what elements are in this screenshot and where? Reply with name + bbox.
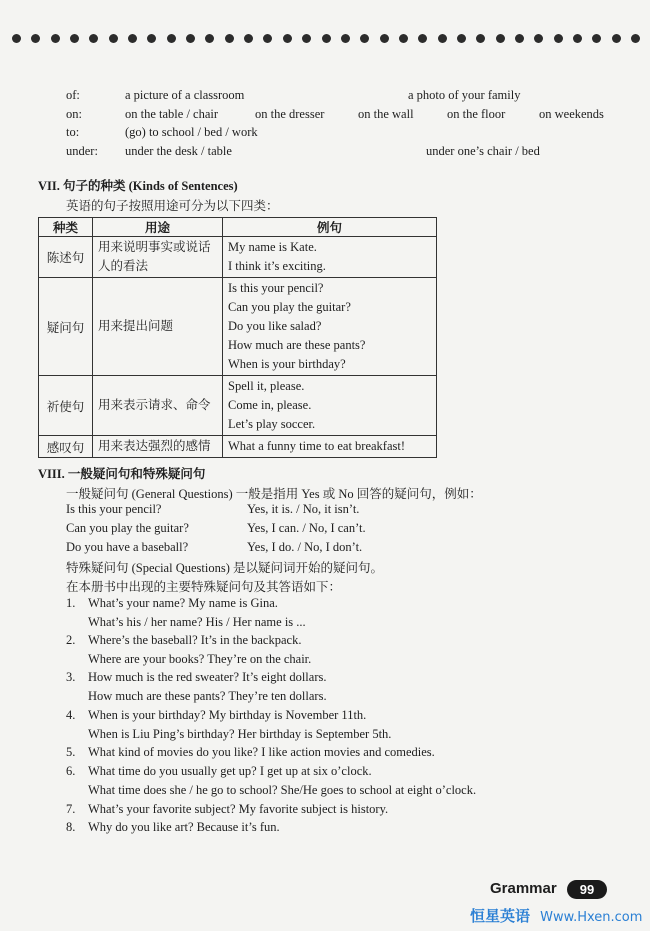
prep-example: a photo of your family — [408, 88, 521, 102]
special-questions-intro: 特殊疑问句 (Special Questions) 是以疑问词开始的疑问句。 — [66, 561, 383, 575]
example-sentence: I think it’s exciting. — [228, 259, 326, 273]
examples-cell — [223, 376, 437, 436]
general-question: Is this your pencil? — [66, 502, 162, 516]
general-answer: Yes, I can. / No, I can’t. — [247, 521, 366, 535]
list-item: What time do you usually get up? I get up at six o’clock. — [88, 764, 372, 778]
prep-example: on the table / chair — [125, 107, 219, 121]
list-item: Where are your books? They’re on the chair. — [88, 652, 312, 666]
use-cell: 用来提出问题 — [93, 278, 223, 376]
prep-example: under the desk / table — [125, 144, 232, 158]
list-number: 3. — [66, 670, 76, 684]
list-number: 1. — [66, 596, 76, 610]
prep-label: of: — [66, 88, 80, 102]
table-row — [39, 376, 437, 436]
prep-example: (go) to school / bed / work — [125, 125, 258, 139]
examples-cell — [223, 278, 437, 376]
example-sentence: When is your birthday? — [228, 357, 346, 371]
table-row — [39, 278, 437, 376]
table-header: 用途 — [93, 218, 223, 237]
use-cell: 用来表达强烈的感情 — [93, 436, 223, 458]
example-sentence: Is this your pencil? — [228, 281, 324, 295]
section-7-heading: VII. 句子的种类 (Kinds of Sentences) — [38, 179, 238, 193]
table-header-row — [39, 218, 437, 237]
prep-row-to — [66, 125, 626, 141]
examples-cell — [223, 436, 437, 458]
list-number: 6. — [66, 764, 76, 778]
prep-label: under: — [66, 144, 98, 158]
general-question: Do you have a baseball? — [66, 540, 189, 554]
prep-example: on the floor — [447, 107, 506, 121]
prep-example: on weekends — [539, 107, 604, 121]
list-item: What’s his / her name? His / Her name is ... — [88, 615, 306, 629]
binder-dots — [12, 31, 640, 45]
kind-cell: 疑问句 — [39, 278, 93, 376]
general-answer: Yes, it is. / No, it isn’t. — [247, 502, 360, 516]
example-sentence: Let’s play soccer. — [228, 417, 316, 431]
sentence-kinds-table — [38, 217, 437, 458]
example-sentence: Spell it, please. — [228, 379, 305, 393]
prep-example: a picture of a classroom — [125, 88, 245, 102]
prep-row-under — [66, 144, 626, 160]
prep-row-of — [66, 88, 626, 104]
use-cell: 用来表示请求、命令 — [93, 376, 223, 436]
list-item: When is your birthday? My birthday is November 11th. — [88, 708, 367, 722]
footer-section-label: Grammar — [490, 880, 557, 897]
prep-example: on the wall — [358, 107, 414, 121]
example-sentence: How much are these pants? — [228, 338, 366, 352]
use-cell: 用来说明事实或说话人的看法 — [93, 237, 223, 278]
kind-cell: 祈使句 — [39, 376, 93, 436]
general-answer: Yes, I do. / No, I don’t. — [247, 540, 363, 554]
kind-cell: 感叹句 — [39, 436, 93, 458]
prep-example: under one’s chair / bed — [426, 144, 540, 158]
list-item: When is Liu Ping’s birthday? Her birthday is September 5th. — [88, 727, 392, 741]
list-item: Why do you like art? Because it’s fun. — [88, 820, 280, 834]
example-sentence: Do you like salad? — [228, 319, 322, 333]
general-question: Can you play the guitar? — [66, 521, 189, 535]
list-intro: 在本册书中出现的主要特殊疑问句及其答语如下： — [66, 580, 342, 594]
table-row — [39, 436, 437, 458]
watermark — [470, 905, 642, 926]
prep-label: on: — [66, 107, 82, 121]
kind-cell: 陈述句 — [39, 237, 93, 278]
examples-cell — [223, 237, 437, 278]
section-7-intro: 英语的句子按照用途可分为以下四类： — [66, 199, 279, 213]
list-item: How much is the red sweater? It’s eight dollars. — [88, 670, 327, 684]
prep-example: on the dresser — [255, 107, 325, 121]
list-item: What’s your favorite subject? My favorite subject is history. — [88, 802, 389, 816]
table-header: 例句 — [223, 218, 437, 237]
example-sentence: My name is Kate. — [228, 240, 317, 254]
watermark-url: Www.Hxen.com — [540, 910, 643, 925]
example-sentence: Can you play the guitar? — [228, 300, 351, 314]
list-item: What time does she / he go to school? She/He goes to school at eight o’clock. — [88, 783, 477, 797]
example-sentence: What a funny time to eat breakfast! — [228, 439, 406, 453]
list-number: 2. — [66, 633, 76, 647]
page-number: 99 — [567, 880, 607, 899]
table-header: 种类 — [39, 218, 93, 237]
section-8-heading: VIII. 一般疑问句和特殊疑问句 — [38, 467, 206, 481]
prep-row-on — [66, 107, 626, 123]
list-item: What’s your name? My name is Gina. — [88, 596, 278, 610]
list-item: What kind of movies do you like? I like action movies and comedies. — [88, 745, 435, 759]
list-number: 4. — [66, 708, 76, 722]
list-number: 7. — [66, 802, 76, 816]
table-row — [39, 237, 437, 278]
list-item: Where’s the baseball? It’s in the backpack. — [88, 633, 302, 647]
list-number: 8. — [66, 820, 76, 834]
list-item: How much are these pants? They’re ten dollars. — [88, 689, 327, 703]
example-sentence: Come in, please. — [228, 398, 312, 412]
prep-label: to: — [66, 125, 80, 139]
general-questions-intro: 一般疑问句 (General Questions) 一般是指用 Yes 或 No 回答的疑问句，例如： — [66, 487, 482, 501]
list-number: 5. — [66, 745, 76, 759]
watermark-brand: 恒星英语 — [470, 907, 531, 925]
